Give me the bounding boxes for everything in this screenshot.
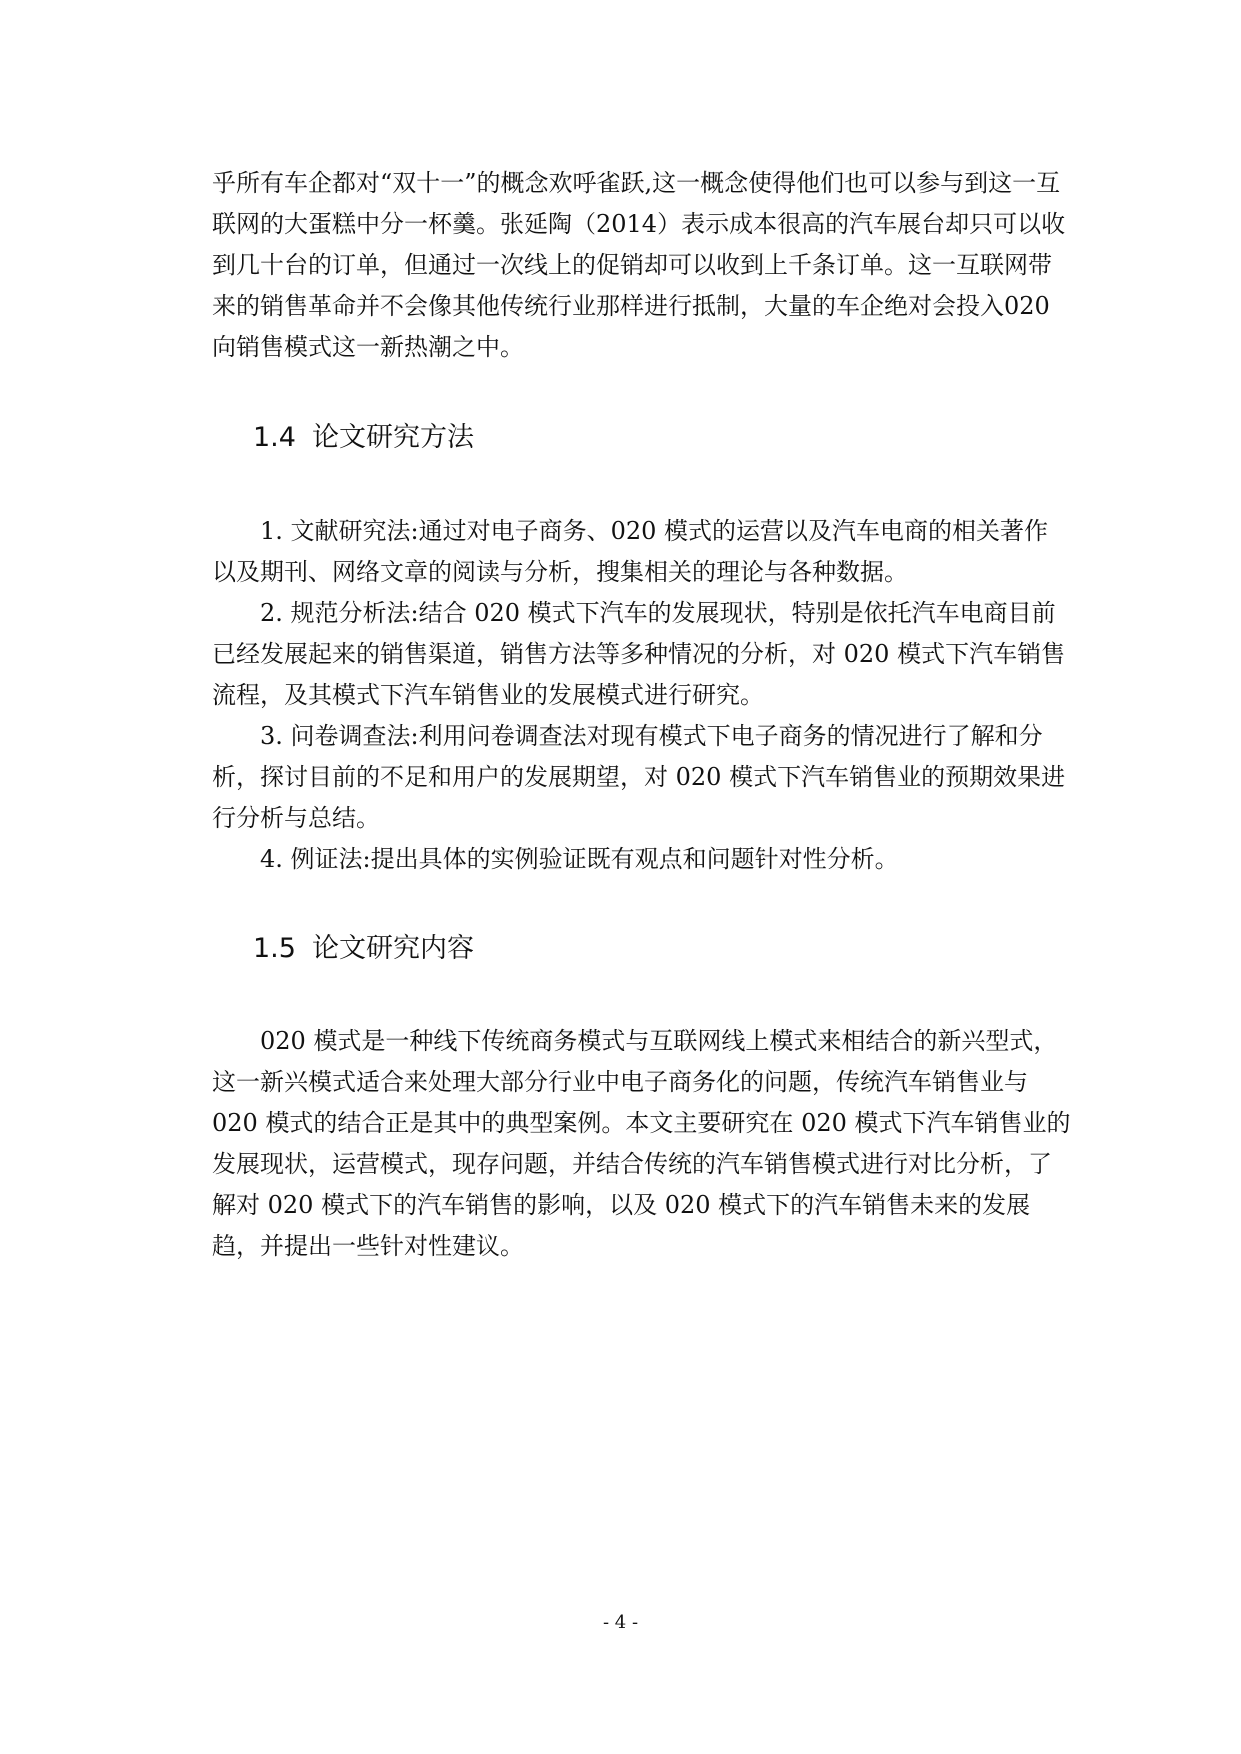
section-title: 论文研究方法 — [311, 422, 474, 453]
research-methods-list — [212, 511, 1072, 880]
section-heading-1-5 — [253, 931, 474, 967]
section-number: 1.4 — [253, 422, 296, 453]
list-item: 1. 文献研究法:通过对电子商务、020 模式的运营以及汽车电商的相关著作以及期刊、网络文章的阅读与分析，搜集相关的理论与各种数据。 — [212, 517, 1049, 586]
section-number: 1.5 — [253, 933, 296, 964]
continued-paragraph: 乎所有车企都对“双十一”的概念欢呼雀跃,这一概念使得他们也可以参与到这一互联网的大蛋糕中分一杯羹。张延陶（2014）表示成本很高的汽车展台却只可以收到几十台的订单，但通过一次线上的促销却可以收到上千条订单。这一互联网带来的销售革命并不会像其他传统行业那样进行抵制，大量的车企绝对会投入020向销售模式这一新热潮之中。 — [212, 169, 1066, 361]
section-heading-1-4 — [253, 420, 474, 456]
section-title: 论文研究内容 — [311, 933, 474, 964]
list-item: 2. 规范分析法:结合 020 模式下汽车的发展现状，特别是依托汽车电商目前已经发展起来的销售渠道，销售方法等多种情况的分析，对 020 模式下汽车销售流程，及其模式下汽车销售业的发展模式进行研究。 — [212, 599, 1066, 709]
list-item: 4. 例证法:提出具体的实例验证既有观点和问题针对性分析。 — [260, 845, 899, 873]
list-item: 3. 问卷调查法:利用问卷调查法对现有模式下电子商务的情况进行了解和分析，探讨目前的不足和用户的发展期望，对 020 模式下汽车销售业的预期效果进行分析与总结。 — [212, 722, 1066, 832]
research-content-paragraph: 020 模式是一种线下传统商务模式与互联网线上模式来相结合的新兴型式，这一新兴模式适合来处理大部分行业中电子商务化的问题，传统汽车销售业与020 模式的结合正是其中的典型案例。本文主要研究在 020 模式下汽车销售业的发展现状，运营模式，现存问题，并结合传统的汽车销售模式进行对比分析，了解对 020 模式下的汽车销售的影响，以及 020 模式下的汽车销售未来的发展趋，并提出一些针对性建议。 — [212, 1027, 1071, 1260]
page-number: - 4 - — [602, 1612, 639, 1633]
